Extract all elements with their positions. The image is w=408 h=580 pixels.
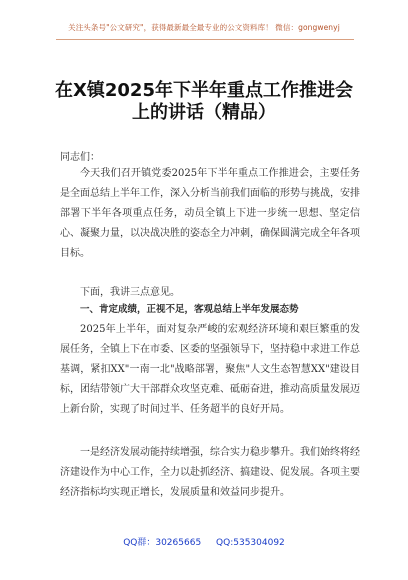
header-divider xyxy=(56,39,354,40)
paragraph-outline: 下面，我讲三点意见。 xyxy=(80,287,180,298)
paragraph-intro: 今天我们召开镇党委2025年下半年重点工作推进会，主要任务是全面总结上半年工作，深入分析当前我们面临的形势与挑战，安排部署下半年各项重点任务，动员全镇上下进一步统一思想、坚定信心、凝聚力量，以决战决胜的姿态全力冲刺，确保圆满完成全年各项目标。 xyxy=(60,168,360,259)
paragraph-review: 2025年上半年，面对复杂严峻的宏观经济环境和艰巨繁重的发展任务，全镇上下在市委、区委的坚强领导下，坚持稳中求进工作总基调，紧扣XX"一南一北"战略部署，聚焦"人文生态智慧XX"建设目标，团结带领广大干部群众攻坚克难、砥砺奋进，推动高质量发展迈上新台阶，实现了时间过半、任务超半的良好开局。 xyxy=(60,324,360,415)
header-note: 关注头条号"公文研究"，获得最新最全最专业的公文资料库！ 微信：gongwenyj xyxy=(68,23,340,32)
greeting: 同志们： xyxy=(60,152,100,163)
qq-text: QQ:535304092 xyxy=(216,538,285,548)
qq-group-text: QQ群：30265665 xyxy=(123,538,202,548)
title-line-2: 上的讲话（精品） xyxy=(132,102,276,123)
section-heading: 一、肯定成绩，正视不足，客观总结上半年发展态势 xyxy=(80,304,299,315)
title-line-1: 在X镇2025年下半年重点工作推进会 xyxy=(55,80,353,101)
footer-contact xyxy=(0,535,408,548)
paragraph-economy: 一是经济发展动能持续增强，综合实力稳步攀升。我们始终将经济建设作为中心工作，全力以赴抓经济、搞建设、促发展。各项主要经济指标均实现正增长，发展质量和效益同步提升。 xyxy=(60,447,360,498)
document-title xyxy=(30,80,378,124)
